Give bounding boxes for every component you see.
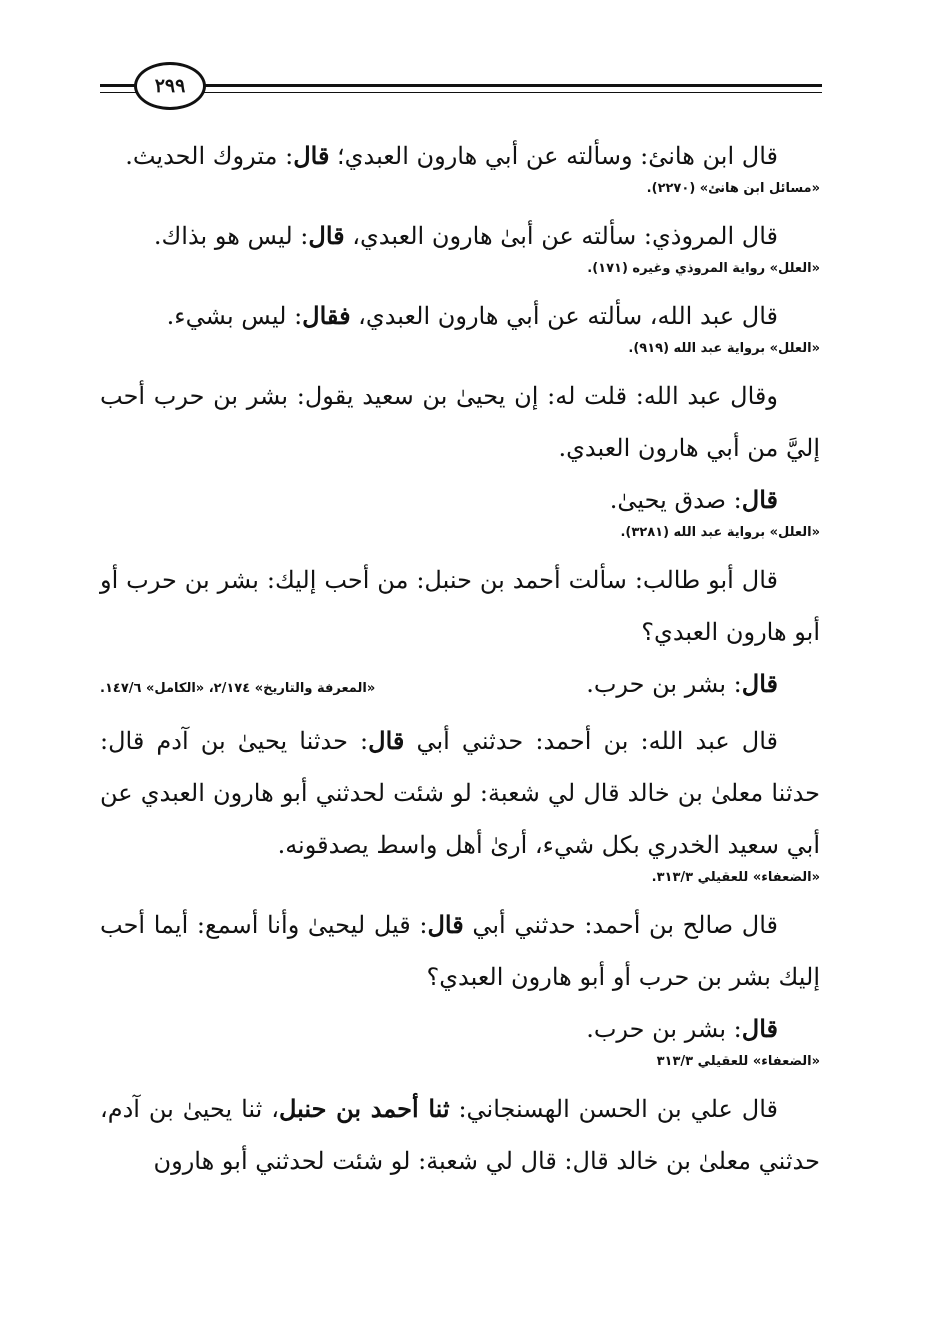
header-rule-right bbox=[200, 84, 822, 87]
bold-term: قال bbox=[741, 1014, 778, 1043]
answer-with-reference bbox=[100, 658, 820, 715]
bold-term: قال bbox=[293, 141, 330, 170]
paragraph bbox=[100, 290, 820, 342]
paragraph bbox=[100, 1083, 820, 1187]
bold-term: قال bbox=[741, 485, 778, 514]
paragraph bbox=[100, 130, 820, 182]
text-run: : صدق يحيىٰ. bbox=[609, 486, 742, 514]
answer-line bbox=[100, 1003, 820, 1055]
source-reference: «العلل» رواية المروذي وغيره (١٧١). bbox=[587, 261, 820, 276]
source-reference: «العلل» برواية عبد الله (٩١٩). bbox=[628, 341, 820, 356]
source-reference: «العلل» برواية عبد الله (٣٢٨١). bbox=[620, 525, 820, 540]
text-run: قال عبد الله، سألته عن أبي هارون العبدي، bbox=[350, 302, 778, 330]
bold-term: قال bbox=[427, 910, 464, 939]
text-run: : حدثنا يحيىٰ بن آدم قال: حدثنا معلىٰ بن خالد قال لي شعبة: لو شئت لحدثني أبو هارون العبدي عن أبي سعيد الخدري بكل شيء، أرىٰ أهل واسط يصدقونه. bbox=[100, 727, 820, 859]
text-run: وقال عبد الله: قلت له: إن يحيىٰ بن سعيد يقول: بشر بن حرب أحب إليَّ من أبي هارون العبدي. bbox=[100, 382, 820, 462]
text-run: قال صالح بن أحمد: حدثني أبي bbox=[463, 911, 778, 939]
text-run: ، ثنا يحيىٰ بن آدم، حدثني معلىٰ بن خالد قال: قال لي شعبة: لو شئت لحدثني أبو هارون bbox=[100, 1095, 820, 1175]
text-run: قال ابن هانئ: وسألته عن أبي هارون العبدي؛ bbox=[329, 142, 778, 170]
text-run: : ليس بشيء. bbox=[166, 302, 303, 330]
bold-term: فقال bbox=[302, 301, 351, 330]
text-run: قال علي بن الحسن الهسنجاني: bbox=[449, 1095, 778, 1123]
header-rule-right-thin bbox=[200, 92, 822, 93]
source-reference: «مسائل ابن هانئ» (٢٢٧٠). bbox=[646, 181, 820, 196]
text-run: قال أبو طالب: سألت أحمد بن حنبل: من أحب إليك: بشر بن حرب أو أبو هارون العبدي؟ bbox=[100, 566, 820, 646]
source-reference: «الضعفاء» للعقيلي ٣١٣/٣. bbox=[651, 870, 820, 885]
text-run: قال عبد الله: بن أحمد: حدثني أبي bbox=[404, 727, 778, 755]
answer-line bbox=[100, 474, 820, 526]
bold-term: قال bbox=[741, 669, 778, 698]
text-run: : قيل ليحيىٰ وأنا أسمع: أيما أحب إليك بشر بن حرب أو أبو هارون العبدي؟ bbox=[100, 911, 820, 991]
paragraph bbox=[100, 370, 820, 474]
page-number: ٢٩٩ bbox=[134, 62, 206, 110]
answer-line bbox=[586, 658, 778, 710]
bold-term: قال bbox=[308, 221, 345, 250]
paragraph bbox=[100, 715, 820, 871]
page-body bbox=[100, 130, 820, 1187]
bold-term: قال bbox=[368, 726, 405, 755]
text-run: : متروك الحديث. bbox=[125, 142, 294, 170]
text-run: : بشر بن حرب. bbox=[586, 1015, 742, 1043]
source-reference: «المعرفة والتاريخ» ٢/١٧٤، «الكامل» ١٤٧/٦. bbox=[100, 681, 376, 696]
header-rule-left-thin bbox=[100, 92, 140, 93]
paragraph bbox=[100, 210, 820, 262]
text-run: قال المروذي: سألته عن أبىٰ هارون العبدي، bbox=[344, 222, 778, 250]
source-reference: «الضعفاء» للعقيلي ٣١٣/٣ bbox=[656, 1054, 820, 1069]
text-run: : بشر بن حرب. bbox=[586, 670, 742, 698]
paragraph bbox=[100, 554, 820, 658]
text-run: : ليس هو بذاك. bbox=[153, 222, 309, 250]
paragraph bbox=[100, 899, 820, 1003]
bold-term: ثنا أحمد بن حنبل bbox=[278, 1094, 450, 1123]
